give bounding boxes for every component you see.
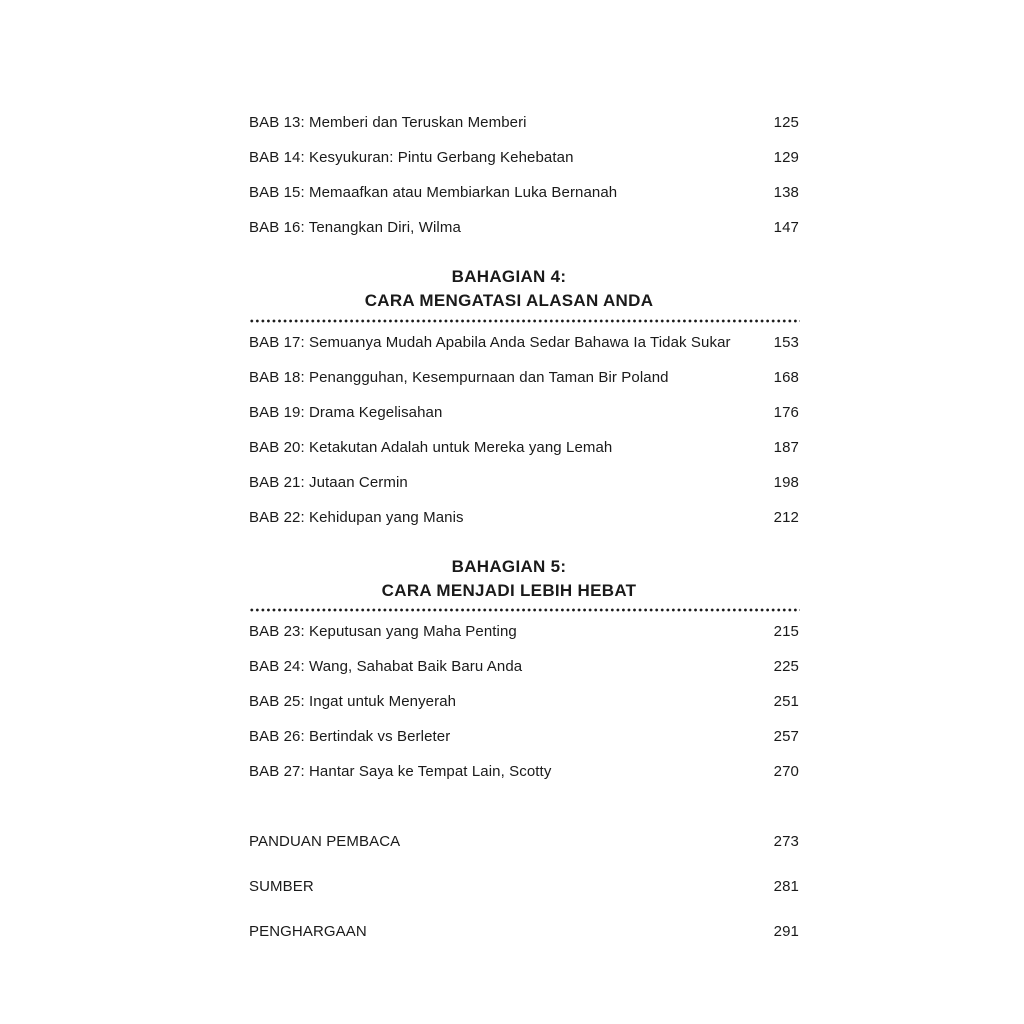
toc-entry[interactable] [249,366,800,388]
toc-entry[interactable] [249,655,800,677]
toc-entry-page: 273 [773,832,799,850]
toc-entry-title: BAB 16: Tenangkan Diri, Wilma [249,218,461,236]
toc-entry-title: BAB 18: Penangguhan, Kesempurnaan dan Taman Bir Poland [249,368,669,386]
toc-entry-page: 212 [773,508,799,526]
toc-entry-title: BAB 19: Drama Kegelisahan [249,403,443,421]
toc-entry[interactable] [249,436,800,458]
toc-entry[interactable] [249,620,800,642]
dotted-divider [249,608,800,612]
toc-entry[interactable] [249,690,800,712]
toc-entry-title: BAB 14: Kesyukuran: Pintu Gerbang Kehebatan [249,148,574,166]
part-4-heading-line1: BAHAGIAN 4: [451,267,567,286]
toc-entry[interactable] [249,760,800,782]
toc-entry[interactable] [249,506,800,528]
toc-entry-page: 270 [773,762,799,780]
part-4-heading-line2: CARA MENGATASI ALASAN ANDA [364,291,654,310]
toc-entry-title: BAB 20: Ketakutan Adalah untuk Mereka yang Lemah [249,438,613,456]
toc-entry-page: 125 [773,113,799,131]
toc-entry-page: 176 [773,403,799,421]
dotted-divider [249,319,800,323]
toc-entry[interactable] [249,471,800,493]
toc-entry-back-matter[interactable] [249,830,800,852]
toc-entry-page: 129 [773,148,799,166]
toc-entry[interactable] [249,725,800,747]
toc-entry-title: BAB 24: Wang, Sahabat Baik Baru Anda [249,657,523,675]
table-of-contents [249,0,800,1024]
toc-entry-page: 168 [773,368,799,386]
toc-entry-title: PANDUAN PEMBACA [249,832,401,850]
toc-entry-page: 147 [773,218,799,236]
toc-entry[interactable] [249,216,800,238]
toc-entry-title: BAB 21: Jutaan Cermin [249,473,408,491]
part-5-heading-line2: CARA MENJADI LEBIH HEBAT [381,581,637,600]
toc-entry-back-matter[interactable] [249,875,800,897]
toc-entry-title: BAB 17: Semuanya Mudah Apabila Anda Sedar Bahawa Ia Tidak Sukar [249,333,731,351]
toc-entry-page: 257 [773,727,799,745]
toc-entry-title: BAB 13: Memberi dan Teruskan Memberi [249,113,527,131]
toc-entry-page: 251 [773,692,799,710]
toc-entry-title: PENGHARGAAN [249,922,367,940]
toc-entry-title: BAB 23: Keputusan yang Maha Penting [249,622,517,640]
toc-entry-page: 153 [773,333,799,351]
toc-entry-back-matter[interactable] [249,920,800,942]
toc-entry-title: BAB 26: Bertindak vs Berleter [249,727,451,745]
toc-entry-title: BAB 27: Hantar Saya ke Tempat Lain, Scotty [249,762,552,780]
toc-entry-page: 291 [773,922,799,940]
toc-entry-page: 281 [773,877,799,895]
toc-entry-title: SUMBER [249,877,314,895]
toc-entry[interactable] [249,146,800,168]
toc-entry-page: 215 [773,622,799,640]
toc-entry-page: 187 [773,438,799,456]
toc-entry[interactable] [249,401,800,423]
toc-entry[interactable] [249,111,800,133]
toc-entry[interactable] [249,331,800,353]
toc-entry-page: 138 [773,183,799,201]
part-5-heading-line1: BAHAGIAN 5: [451,557,567,576]
toc-entry-title: BAB 15: Memaafkan atau Membiarkan Luka Bernanah [249,183,618,201]
toc-entry-page: 225 [773,657,799,675]
toc-entry-title: BAB 22: Kehidupan yang Manis [249,508,464,526]
toc-entry[interactable] [249,181,800,203]
toc-entry-page: 198 [773,473,799,491]
toc-entry-title: BAB 25: Ingat untuk Menyerah [249,692,457,710]
